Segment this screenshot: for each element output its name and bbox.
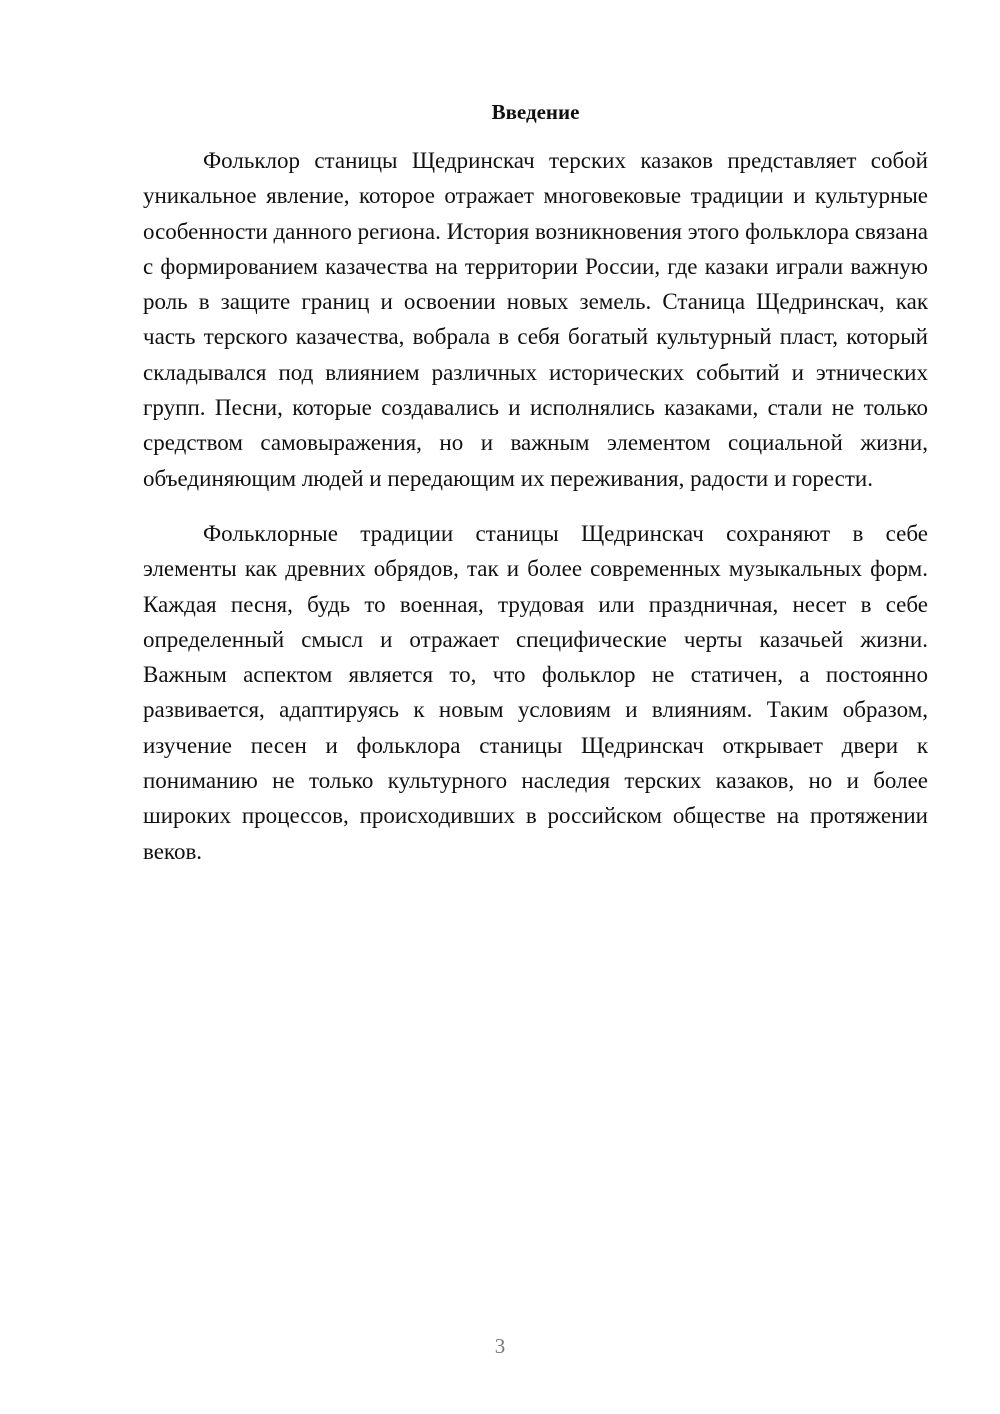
page-number: 3	[494, 1334, 506, 1358]
paragraph-1: Фольклор станицы Щедринскач терских казаков представляет собой уникальное явление, которое отражает многовековые традиции и культурные особенности данного региона. История возникновения этого фольклора связана с формированием казачества на территории России, где казаки играли важную роль в защите границ и освоении новых земель. Станица Щедринскач, как часть терского казачества, вобрала в себя богатый культурный пласт, который складывался под влиянием различных исторических событий и этнических групп. Песни, которые создавались и исполнялись казаками, стали не только средством самовыражения, но и важным элементом социальной жизни, объединяющим людей и передающим их переживания, радости и горести.	[143, 148, 928, 491]
paragraph-2: Фольклорные традиции станицы Щедринскач сохраняют в себе элементы как древних обрядов, так и более современных музыкальных форм. Каждая песня, будь то военная, трудовая или праздничная, несет в себе определенный смысл и отражает специфические черты казачьей жизни. Важным аспектом является то, что фольклор не статичен, а постоянно развивается, адаптируясь к новым условиям и влияниям. Таким образом, изучение песен и фольклора станицы Щедринскач открывает двери к пониманию не только культурного наследия терских казаков, но и более широких процессов, происходивших в российском обществе на протяжении веков.	[143, 520, 928, 864]
section-title: Введение	[491, 100, 580, 124]
body-text	[143, 143, 928, 869]
